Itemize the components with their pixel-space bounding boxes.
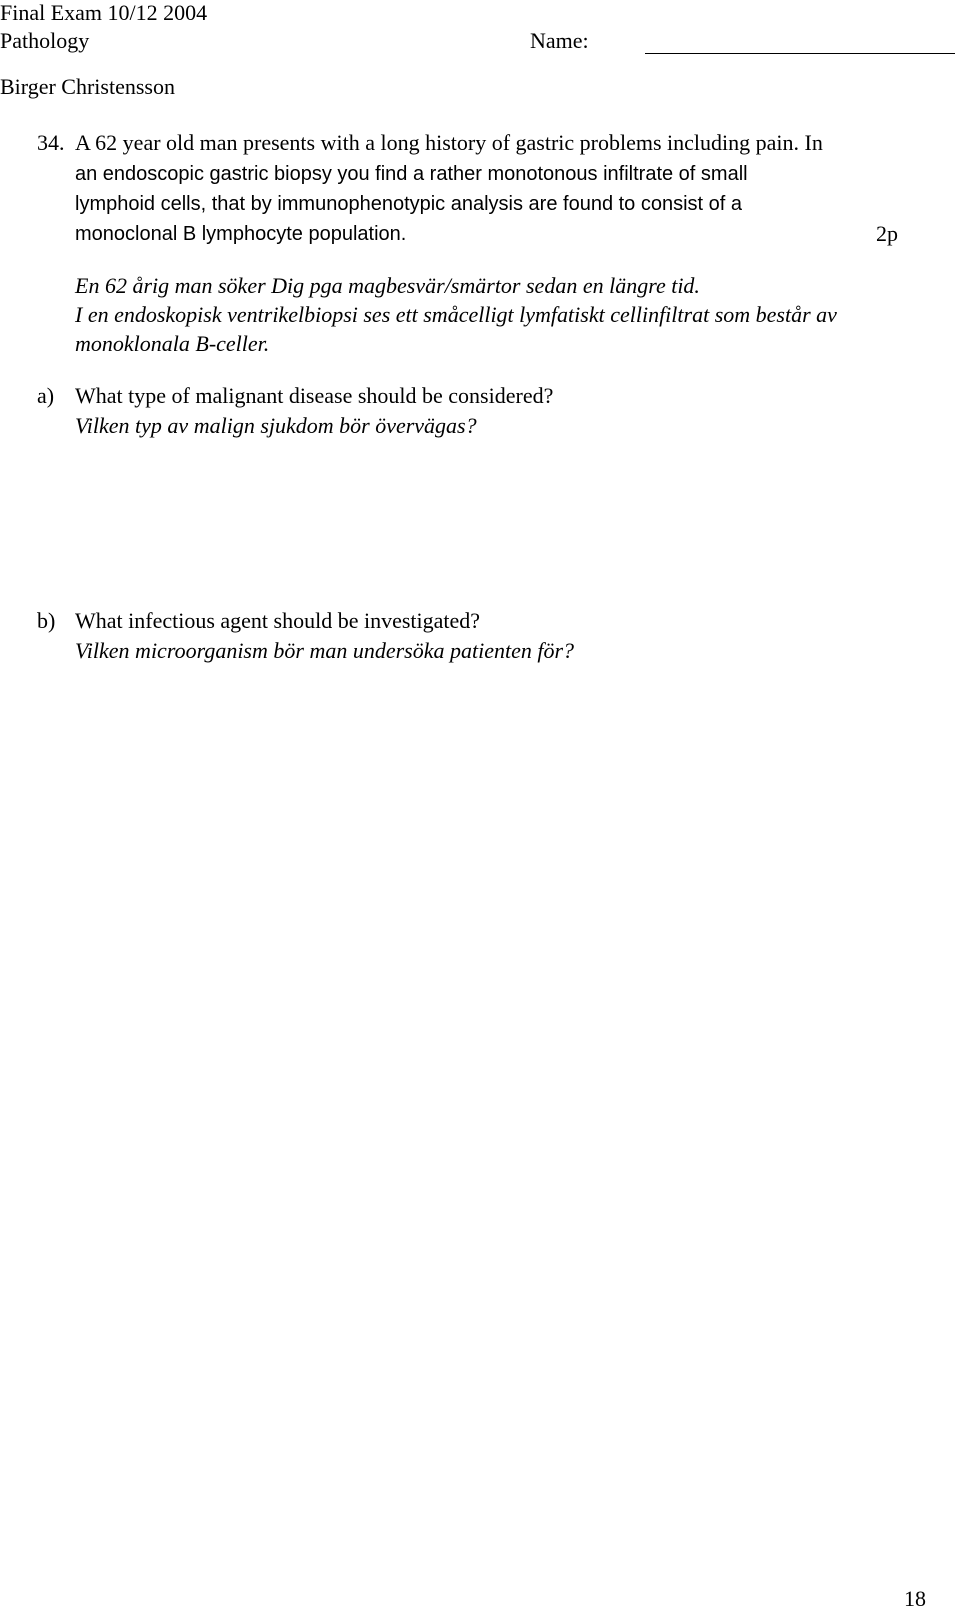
question-line-3: lymphoid cells, that by immunophenotypic analysis are found to consist of a [75, 193, 743, 215]
points-label: 2p [876, 221, 898, 246]
swedish-line-2: I en endoskopisk ventrikelbiopsi ses ett småcelligt lymfatiskt cellinfiltrat som består av [75, 302, 837, 327]
subquestion-a-swedish: Vilken typ av malign sjukdom bör övervägas? [75, 413, 477, 438]
subquestion-a-label: a) [37, 383, 55, 408]
subquestion-b-english: What infectious agent should be investigated? [75, 608, 481, 633]
name-label: Name: [530, 28, 589, 53]
subquestion-b-swedish: Vilken microorganism bör man undersöka patienten för? [75, 638, 575, 663]
exam-title: Final Exam 10/12 2004 [0, 0, 208, 25]
author-name: Birger Christensson [0, 74, 175, 99]
question-line-1: A 62 year old man presents with a long history of gastric problems including pain. In [75, 130, 823, 155]
question-line-4: monoclonal B lymphocyte population. [75, 223, 407, 245]
page-number: 18 [904, 1586, 926, 1611]
name-field-line[interactable] [645, 53, 955, 54]
swedish-line-1: En 62 årig man söker Dig pga magbesvär/smärtor sedan en längre tid. [75, 273, 700, 298]
subquestion-a-english: What type of malignant disease should be considered? [75, 383, 554, 408]
swedish-line-3: monoklonala B-celler. [75, 331, 270, 356]
question-number: 34. [37, 130, 65, 155]
subquestion-b-label: b) [37, 608, 56, 633]
question-line-2: an endoscopic gastric biopsy you find a rather monotonous infiltrate of small [75, 163, 748, 185]
subject-label: Pathology [0, 28, 90, 53]
